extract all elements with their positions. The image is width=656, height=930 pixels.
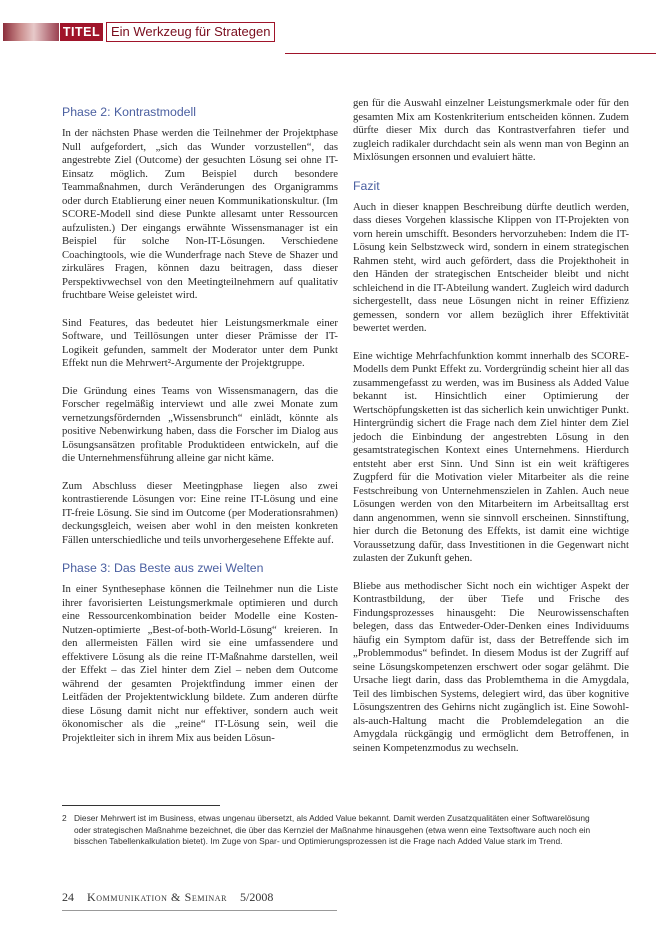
right-column	[353, 97, 629, 769]
footnote-text: Dieser Mehrwert ist im Business, etwas ungenau übersetzt, als Added Value bekannt. Damit werden Zusatzqualitäten einer Softwarelösung oder strategischen Maßnahme bezeichnet, die über das Kernziel der Maßnahme hinausgehen (etwa wenn eine Textsoftware auch noch ein bisschen Tabellenkalkulation bietet). Im Zuge von Spar- und Optimierungsprozessen ist die Frage nach Added Value stark im Trend.	[74, 813, 591, 846]
footnote	[62, 813, 602, 848]
footnote-rule	[62, 805, 220, 806]
header-photo-strip	[3, 23, 59, 41]
page-footer	[62, 890, 273, 905]
paragraph: Die Gründung eines Teams von Wissensmanagern, das die Forscher regelmäßig interviewt und alle zwei Monate zum vernetzungsfördernden „Wissensbrunch“ einlädt, könnte als positive Nebenwirkung haben, dass die Forscher im Dialog aus Lösungsansätzen profitable Produktideen entwickeln, auf die die Unternehmensführung alleine gar nicht käme.	[62, 384, 338, 464]
paragraph: In einer Synthesephase können die Teilnehmer nun die Liste ihrer favorisierten Leistungsmerkmale optimieren und durch eine Ressourcenkombination beider Modelle eine Kosten-Nutzen-optimierte „Best-of-both-World-Lösung“ kreieren. In den allermeisten Fällen wird sie eine umfassendere und effektivere Lösung als die reine IT-Maßnahme darstellen, weil der Effekt – das Ziel hinter dem Ziel – neben dem Outcome während der gesamten Projektfindung immer einen der Leitfäden der Projektentwicklung bildete. Zum anderen dürfte diese Lösung damit nicht nur effektiver, sondern auch weit ökonomischer als die „reine“ IT-Lösung sein, weil die Projektleiter sich in ihrem Mix aus beiden Lösun-	[62, 583, 338, 744]
heading-phase-2: Phase 2: Kontrastmodell	[62, 105, 196, 119]
issue-number: 5/2008	[240, 890, 274, 904]
paragraph: Zum Abschluss dieser Meetingphase liegen also zwei kontrastierende Lösungen vor: Eine reine IT-Lösung und eine IT-freie Lösung. Sie sind im Outcome (per Moderationsrahmen) deckungsgleich, weisen aber wohl in den meisten konkreten Fällen unterschiedliche und teils unvorhergesehene Effekte auf.	[62, 479, 338, 546]
paragraph: In der nächsten Phase werden die Teilnehmer der Projektphase Null aufgefordert, „sich das Wunder vorzustellen“, das angestrebte Ziel (Outcome) der gesuchten Lösung sei ohne IT-Einsatz möglich. Zum Beispiel durch besondere Teammaßnahmen, durch Veränderungen des Organigramms oder durch Etablierung einer neuen Kommunikationskultur. (Im SCORE-Modell sind diese Punkte allesamt unter Ressourcen aufzulisten.) Der eingangs erwähnte Wissensmanager ist ein Beispiel für solche Non-IT-Lösungen. Verschiedene Coachingtools, wie die Wunderfrage nach Steve de Shazer und zirkuläres Fragen, können dazu beitragen, dass dieser Perspektivwechsel von den Meetingteilnehmern auf qualitativ fruchtbare Weise geleistet wird.	[62, 127, 338, 301]
footer-rule	[62, 910, 337, 911]
section-title: Ein Werkzeug für Strategen	[106, 22, 275, 42]
paragraph: Eine wichtige Mehrfachfunktion kommt innerhalb des SCORE-Modells dem Punkt Effekt zu. Vordergründig scheint hier all das zusammengefasst zu werden, was im Business als Added Value bekannt ist. Hinsichtlich einer Optimierung der Wertschöpfungsketten ist das sicherlich kein unwichtiger Punkt. Hintergründig sichert die Frage nach dem Ziel hinter dem Ziel jedoch die Einbindung der angestrebten Lösung in den gesamtstrategischen Kontext eines Unternehmens. Hierdurch entsteht aber erst Sinn. Und Sinn ist ein weit kräftigeres Zugpferd für die Motivation vieler Mitarbeiter als die reine Festschreibung von Unternehmenszielen in Zahlen. Auch neue Lösungen werden von den Mitarbeitern im Arbeitsalltag erst dann angenommen, wenn sie sinnvoll erscheinen. Sinnstiftung, hier durch die Betonung des Effekts, ist damit eine wichtige Voraussetzung dafür, dass Investitionen in die Gegenwart nicht zulasten der Zukunft gehen.	[353, 349, 629, 564]
left-column	[62, 97, 338, 759]
section-tag: TITEL	[60, 23, 103, 41]
heading-phase-3: Phase 3: Das Beste aus zwei Welten	[62, 561, 264, 575]
page-number: 24	[62, 890, 74, 904]
footnote-number: 2	[62, 813, 67, 823]
paragraph: gen für die Auswahl einzelner Leistungsmerkmale oder für den gesamten Mix am Kostenkriterium entscheiden können. Zudem dürfte dieser Mix durch das Kontrastverfahren tiefer und zugleich radikaler durchdacht sein als wenn man von Beginn an Mixlösungen ersonnen und evaluiert hätte.	[353, 97, 629, 163]
magazine-name: Kommunikation & Seminar	[87, 890, 228, 904]
header-rule	[285, 53, 656, 54]
heading-fazit: Fazit	[353, 178, 380, 193]
page-header	[0, 19, 656, 45]
paragraph: Auch in dieser knappen Beschreibung dürfte deutlich werden, dass dieses Vorgehen klassische Klippen von IT-Projekten von vorn herein umschifft. Besonders hervorzuheben: Indem die IT-Lösung kein Selbstzweck wird, sondern in einem strategischen Rahmen steht, wird auch gefördert, dass die Projekthoheit in den Händen der strategischen Entscheider bleibt und nicht schleichend in die IT-Abteilung wandert. Zugleich wird dadurch sichergestellt, dass neue Lösungen nicht in reiner Effizienz gemessen, sondern vor allem bezüglich ihrer Effektivität bewertet werden.	[353, 200, 629, 334]
paragraph: Sind Features, das bedeutet hier Leistungsmerkmale einer Software, und Teillösungen unter dieser Prämisse der IT-Logikeit gefunden, sammelt der Moderator unter dem Punkt Effekt nun die Mehrwert²-Argumente der Projektgruppe.	[62, 316, 338, 369]
paragraph: Bliebe aus methodischer Sicht noch ein wichtiger Aspekt der Kontrastbildung, der über Tiefe und Frische des Findungsprozesses hinausgeht: Die Neurowissenschaften belegen, dass das Entweder-Oder-Denken eines Individuums häufig ein Symptom dafür ist, dass der Betreffende sich im „Problemmodus“ befindet. In diesem Modus ist der Zugriff auf seine Lösungskompetenzen erschwert oder sogar gelähmt. Die Ursache liegt darin, dass das Problemthema in die Amygdala, Teil des limbischen Systems, delegiert wird, das über kognitive Lösungszentren des Gehirns nicht zugänglich ist. Eine Sowohl-als-auch-Haltung macht die Problemdelegation an die Amygdala rückgängig und ermöglicht dem Betroffenen, in seinen Kompetenzmodus zu wechseln.	[353, 579, 629, 754]
